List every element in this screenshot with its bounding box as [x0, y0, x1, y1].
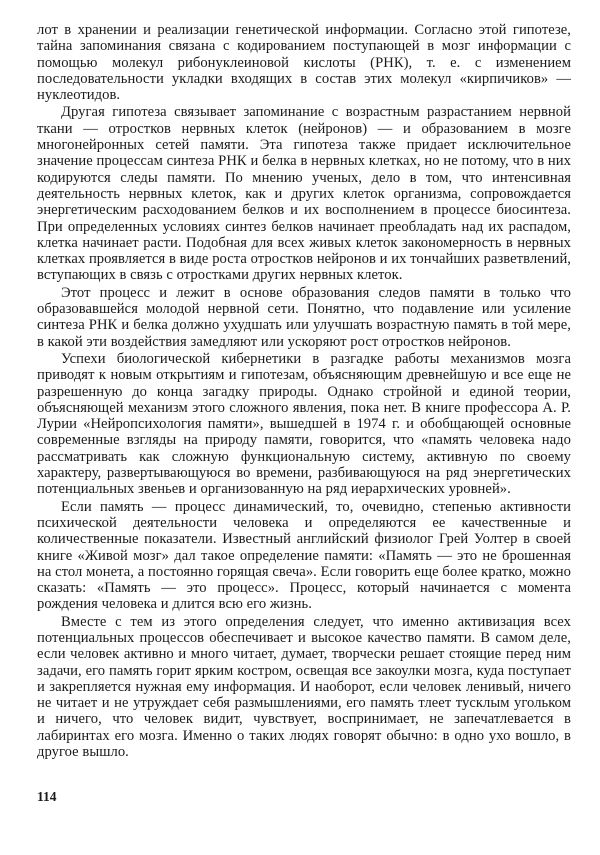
paragraph-1: лот в хранении и реализации генетической информации. Согласно этой гипотезе, тайна запоминания связана с кодированием поступающей в мозг информации с помощью молекул рибонуклеиновой кислоты (РНК), т. е. с изменением последовательности укладки входящих в состав этих молекул «кирпичиков» — нуклеотидов.	[37, 22, 571, 104]
paragraph-3: Этот процесс и лежит в основе образования следов памяти в только что образовавшейся молодой нервной сети. Понятно, что подавление или усиление синтеза РНК и белка должно ухудшать или улучшать возрастную память в той мере, в какой эти воздействия замедляют или ускоряют рост отростков нейронов.	[37, 284, 571, 350]
paragraph-4: Успехи биологической кибернетики в разгадке работы механизмов мозга приводят к новым открытиям и гипотезам, объясняющим древнейшую и все еще не разрешенную до конца загадку природы. Однако стройной и единой теории, объясняющей механизм этого сложного явления, пока нет. В книге профессора А. Р. Лурии «Нейропсихология памяти», вышедшей в 1974 г. и обобщающей основные современные взгляды на природу памяти, говорится, что «память человека надо рассматривать как сложную функциональную систему, активную по своему характеру, развертывающуюся во времени, разбивающуюся на ряд энергетических потенциальных звеньев и организованную на ряд иерархических уровней».	[37, 350, 571, 498]
paragraph-2: Другая гипотеза связывает запоминание с возрастным разрастанием нервной ткани — отростков нервных клеток (нейронов) — и образованием в мозге многонейронных сетей памяти. Эта гипотеза также придает исключительное значение процессам синтеза РНК и белка в нервных клетках, но не потому, что в них кодируются следы памяти. По мнению ученых, дело в том, что интенсивная деятельность нервных клеток, как и других клеток организма, сопровождается энергетическим расходованием белков и их восполнением в процессе биосинтеза. При определенных условиях синтез белков начинает преобладать над их распадом, клетка начинает расти. Подобная для всех живых клеток закономерность в нервных клетках проявляется в виде роста отростков нейронов и их тончайших разветвлений, вступающих в связь с отростками других нервных клеток.	[37, 104, 571, 284]
paragraph-6: Вместе с тем из этого определения следует, что именно активизация всех потенциальных процессов обеспечивает и высокое качество памяти. В самом деле, если человек активно и много читает, думает, творчески решает стоящие перед ним задачи, его память горит ярким костром, освещая все закоулки мозга, куда поступает и закрепляется нужная ему информация. И наоборот, если человек ленивый, ничего не читает и не утруждает себя размышлениями, его память тлеет тусклым угольком и ничего, что человек видит, чувствует, воспринимает, не запечатлевается в лабиринтах его мозга. Именно о таких людях говорят обычно: в одно ухо вошло, в другое вышло.	[37, 613, 571, 761]
page-number: 114	[37, 789, 57, 804]
text-page	[37, 22, 571, 760]
paragraph-5: Если память — процесс динамический, то, очевидно, степенью активности психической деятельности человека и определяются ее качественные и количественные показатели. Известный английский физиолог Грей Уолтер в своей книге «Живой мозг» дал такое определение памяти: «Память — это не брошенная на стол монета, а постоянно горящая свеча». Если говорить еще более кратко, можно сказать: «Память — это процесс». Процесс, который начинается с момента рождения человека и длится всю его жизнь.	[37, 498, 571, 613]
